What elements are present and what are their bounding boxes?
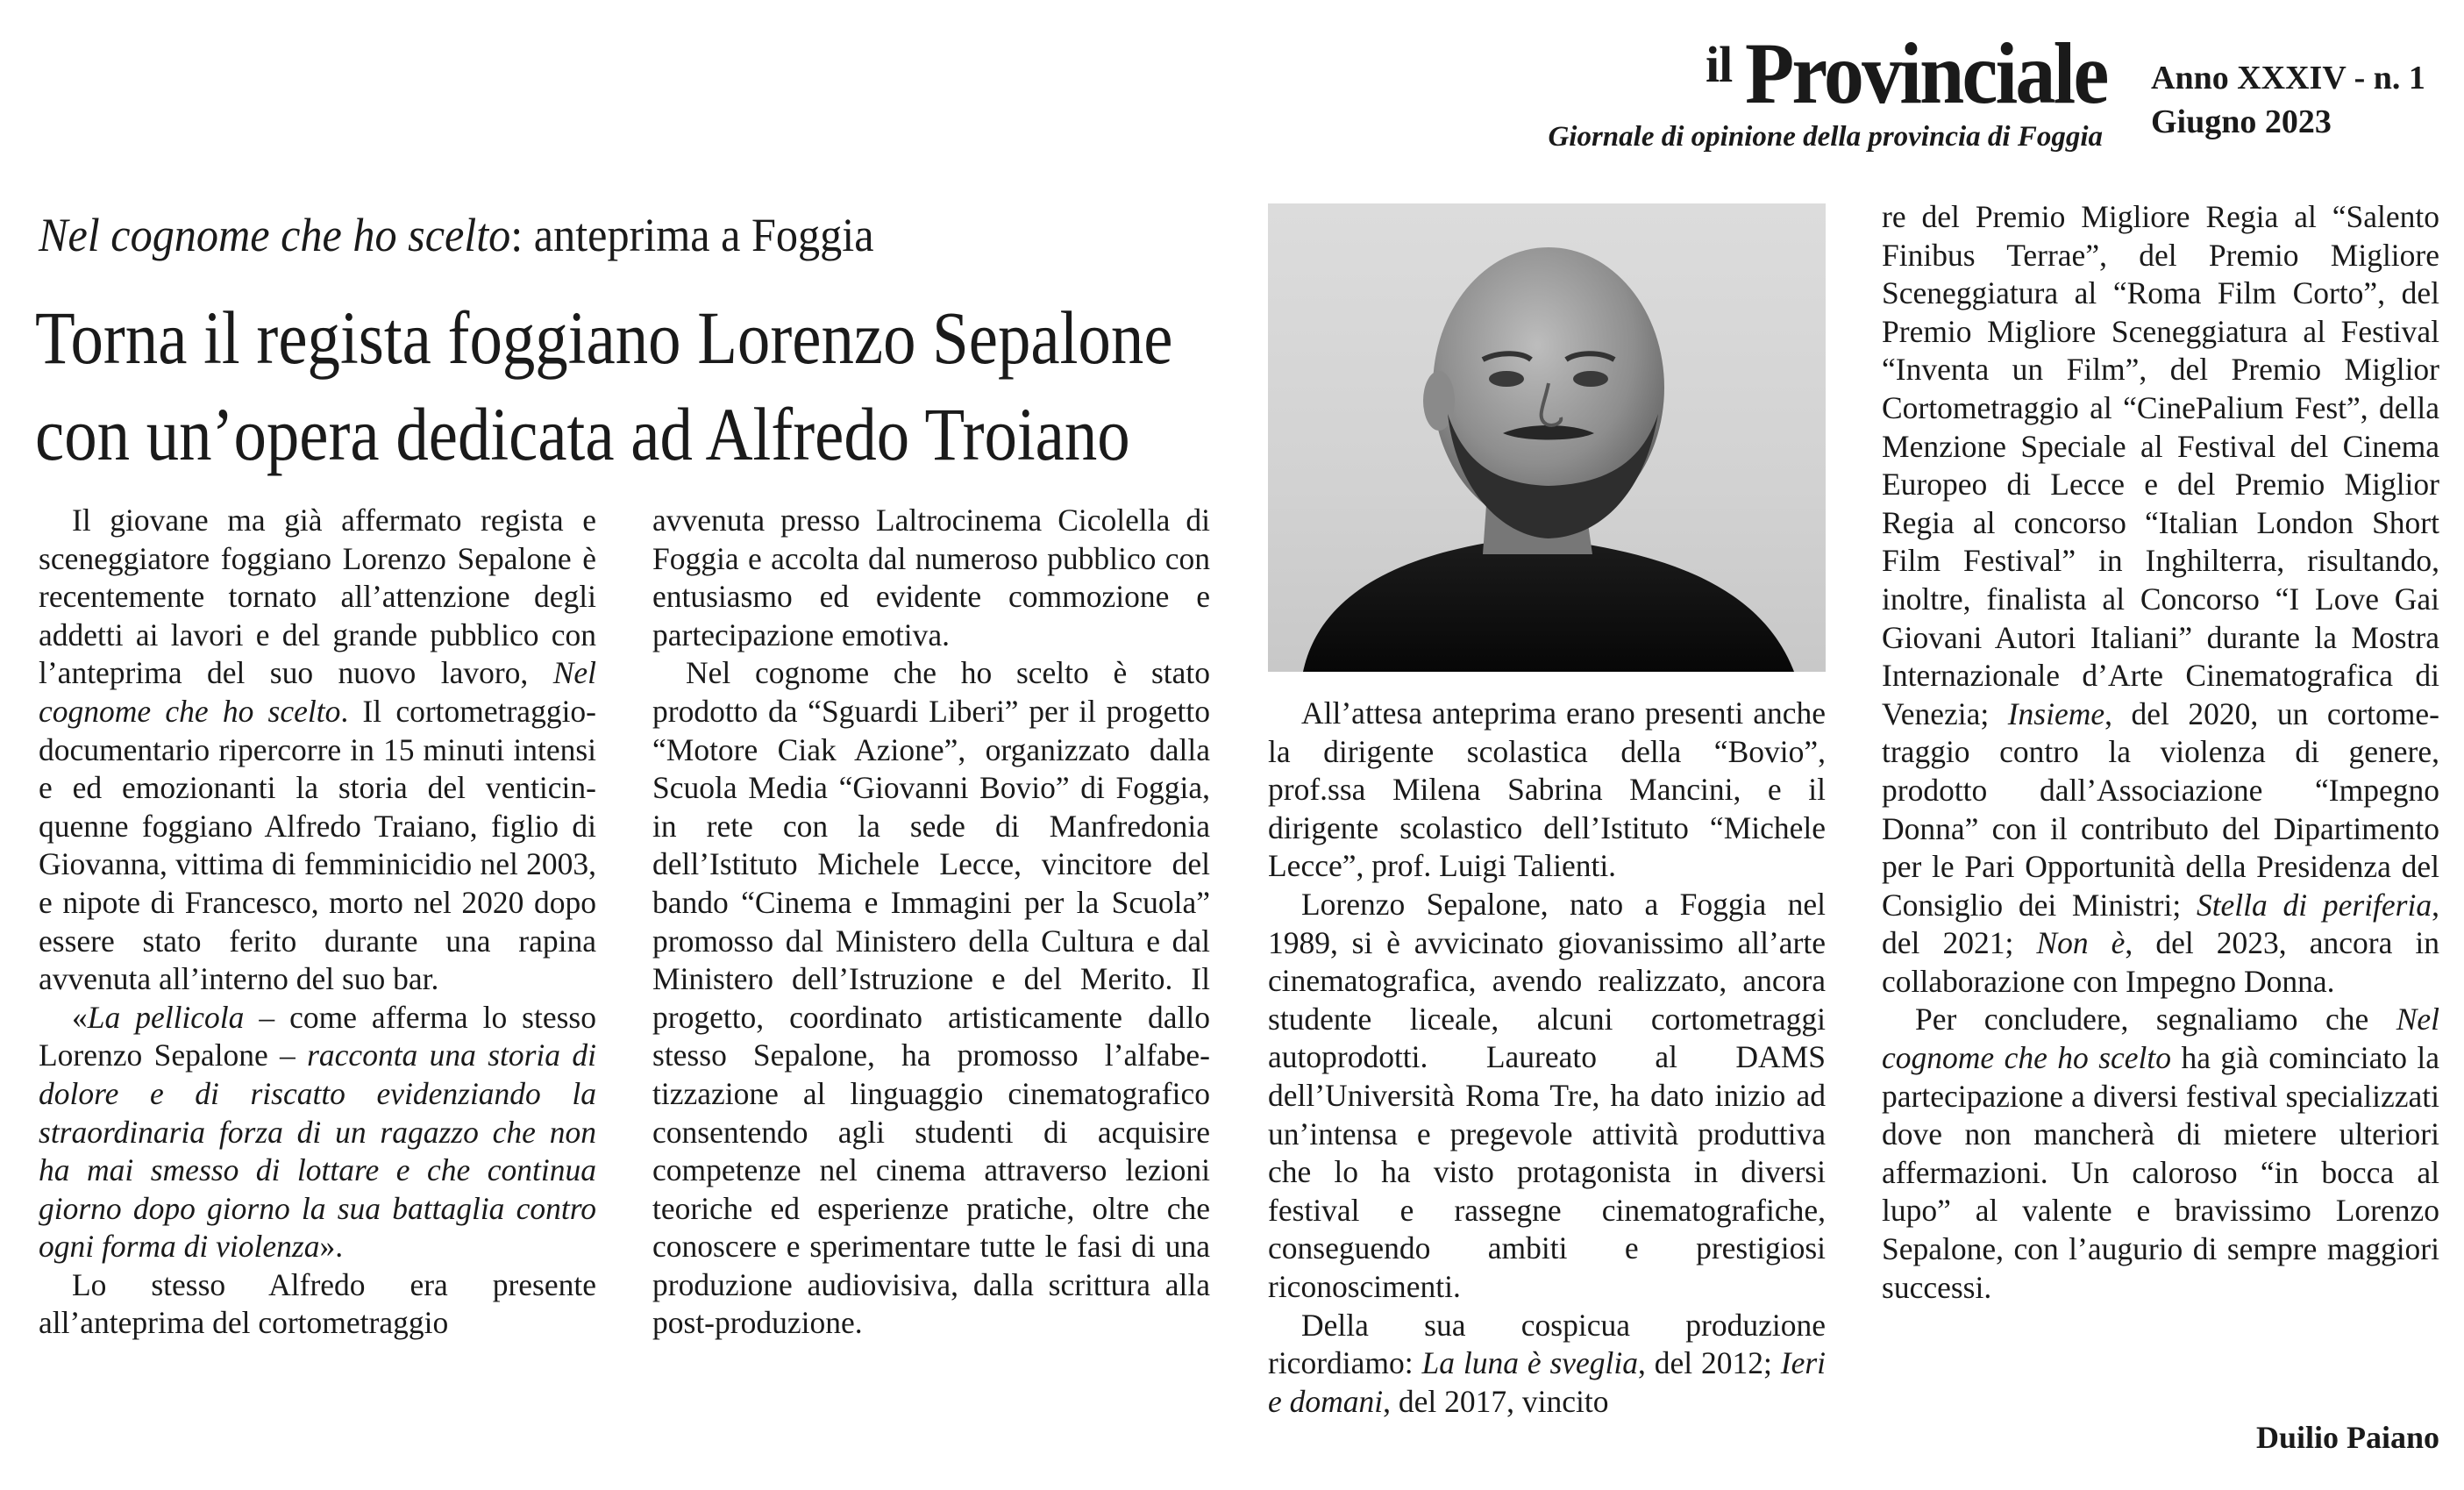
text-run: Della sua cospicua produzione ricordiamo: xyxy=(1268,1307,1826,1381)
portrait-illustration xyxy=(1268,203,1826,672)
text-run: Il giovane ma già affermato regista e sceneggiatore foggiano Lorenzo Sepalone è recentemente tornato all’attenzione degli addetti ai lavori e del grande pubblico con l’anteprima del suo nuovo lavoro, xyxy=(39,503,596,691)
text-run: , del 2020, un cortometraggio contro la violenza di genere, prodotto dall’Associazione “Impegno Donna” con il contributo del Dipartimento per le Pari Opportunità della Presidenza del Consiglio dei Ministri; xyxy=(1882,695,2439,923)
headline-line-1: Torna il regista foggiano Lorenzo Sepalone xyxy=(35,296,1173,380)
article-column-1 xyxy=(39,502,596,1343)
masthead-subtitle: Giornale di opinione della provincia di Foggia xyxy=(1548,121,2103,153)
director-photo xyxy=(1268,203,1826,672)
text-run: , del 2021; xyxy=(1882,887,2439,961)
quote-italic: La pellicola xyxy=(87,999,245,1035)
film-title: La luna è sveglia xyxy=(1421,1345,1639,1381)
film-title: Non è xyxy=(2036,925,2126,961)
article-kicker xyxy=(39,207,873,263)
text-run: , del 2012; xyxy=(1638,1345,1781,1381)
masthead-title: Provinciale xyxy=(1745,25,2107,122)
paragraph xyxy=(39,502,596,999)
paragraph xyxy=(1268,1307,1826,1422)
text-run: ha già cominciato la partecipazione a diversi festival specializzati dove non mancherà di mietere ulteriori affermazioni. Un caloroso “in bocca al lupo” al valente e bravissimo Lorenzo Sepalone, con l’augurio di sempre maggiori successi. xyxy=(1882,1040,2439,1305)
article-column-3 xyxy=(1268,695,1826,1421)
text-run: « xyxy=(72,999,88,1035)
headline-line-2: con un’opera dedicata ad Alfredo Troiano xyxy=(35,392,1130,476)
paragraph xyxy=(1882,1001,2439,1307)
film-title: Ieri e domani xyxy=(1268,1345,1827,1419)
masthead-article: il xyxy=(1706,36,1733,93)
article-column-2 xyxy=(652,502,1210,1343)
film-title: Stella di periferia xyxy=(2196,887,2432,923)
text-run: Per concludere, segnaliamo che xyxy=(1915,1002,2396,1037)
text-run: , del 2017, vincito xyxy=(1383,1383,1609,1419)
text-run: re del Premio Migliore Regia al “Salento Finibus Terrae”, del Premio Migliore Sceneggiatura al “Roma Film Corto”, del Premio Migliore Sceneggiatura al Festival “Inventa un Film”, del Premio Miglior Cortometraggio al “CinePalium Fest”, della Menzione Speciale al Festival del Cinema Europeo di Lecce e del Premio Miglior Regia al concorso “Italian London Short Film Festival” in Inghilterra, risultando, inoltre, finalista al Concorso “I Love Gai Giovani Autori Italiani” durante la Mostra Internazionale d’Arte Cinematografica di Venezia; xyxy=(1882,199,2439,731)
paragraph: Nel cognome che ho scelto è stato prodotto da “Sguardi Liberi” per il progetto “Motore Ciak Azione”, organizzato dalla Scuola Media “Giovanni Bovio” di Foggia, in rete con la sede di Manfredonia dell’Istituto Michele Lecce, vincitore del bando “Cinema e Immagini per la Scuola” promosso dal Ministero della Cultura e dal Ministero dell’Istruzione e del Merito. Il progetto, coordinato artisticamente dallo stesso Sepalone, ha promosso l’alfabetizzazione al linguaggio cinematografico consentendo agli studenti di acquisire competenze nel cinema attraverso lezioni teoriche ed esperienze pratiche, oltre che conoscere e sperimentare tutte le fasi di una produzione audiovisiva, dalla scrittura alla post-produzione. xyxy=(652,655,1210,1341)
paragraph: Lo stesso Alfredo era presente all’anteprima del cortometraggio xyxy=(39,1266,596,1341)
text-run: . Il cortometraggio-documentario ripercorre in 15 minuti intensi e ed emozionanti la storia del venticinquenne foggiano Alfredo Traiano, figlio di Giovanna, vittima di femminicidio nel 2003, e nipote di Francesco, morto nel 2020 dopo essere stato ferito durante una rapina avvenuta all’interno del suo bar. xyxy=(39,693,597,997)
text-run: ». xyxy=(319,1229,344,1265)
quote-italic: racconta una storia di dolore e di riscatto evidenziando la straordinaria forza di un ragazzo che non ha mai smesso di lottare e che continua giorno dopo giorno la sua battaglia contro ogni forma di violenza xyxy=(39,1037,596,1265)
text-run: , del 2023, ancora in collaborazione con Impegno Donna. xyxy=(1882,925,2440,999)
issue-info xyxy=(2151,56,2425,144)
paragraph: All’attesa anteprima erano presenti anche la dirigente scolastica della “Bovio”, prof.ssa Milena Sabrina Mancini, e il dirigente scolastico dell’Istituto “Michele Lecce”, prof. Luigi Talienti. xyxy=(1268,695,1826,884)
quote-paragraph xyxy=(39,999,596,1266)
paragraph xyxy=(1882,198,2439,1001)
film-title: Nel cognome che ho scelto xyxy=(1882,1002,2439,1076)
film-title: Insieme xyxy=(2007,695,2105,731)
text-run: – come afferma lo stesso Lorenzo Sepalone – xyxy=(39,999,596,1073)
issue-date: Giugno 2023 xyxy=(2151,103,2332,140)
paragraph: avvenuta presso Laltrocinema Cicolella di Foggia e accolta dal numeroso pubblico con entusiasmo ed evidente commozione e partecipazione emotiva. xyxy=(652,503,1210,652)
kicker-film-title: Nel cognome che ho scelto xyxy=(39,209,511,261)
issue-number: Anno XXXIV - n. 1 xyxy=(2151,60,2425,96)
article-column-4 xyxy=(1882,198,2439,1307)
author-signature: Duilio Paiano xyxy=(2255,1420,2439,1455)
film-title: Nel cognome che ho scelto xyxy=(39,655,596,729)
kicker-rest: : anteprima a Foggia xyxy=(510,209,874,261)
article-headline xyxy=(35,289,1256,482)
paragraph: Lorenzo Sepalone, nato a Foggia nel 1989, si è avvicinato giovanissimo all’arte cinematografica, avendo realizzato, ancora studente liceale, alcuni cortometraggi autoprodotti. Laureato al DAMS dell’Università Roma Tre, ha dato inizio ad un’intensa e pregevole attività produttiva che lo ha visto protagonista in diversi festival e rassegne cinematografiche, conseguendo ambiti e prestigiosi riconoscimenti. xyxy=(1268,886,1826,1304)
